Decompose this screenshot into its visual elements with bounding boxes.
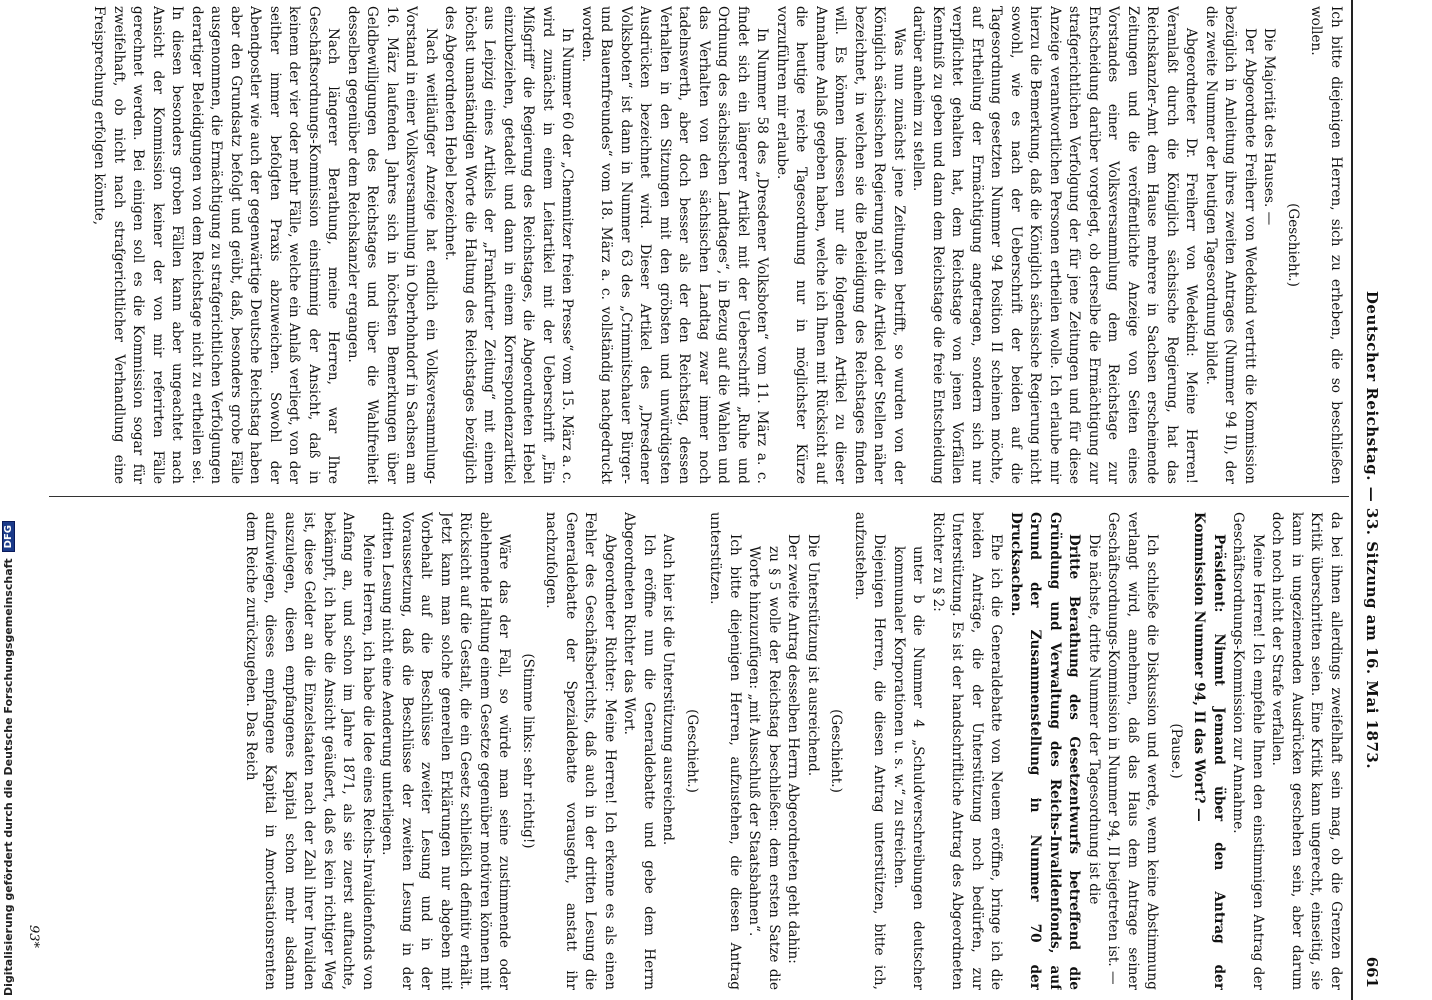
motion-text: unter b die Nummer 4 „Schuldverschreibungen deutscher kommunaler Korporationen u. s. w.“ zu streichen. bbox=[891, 546, 927, 990]
agenda-heading: Dritte Berathung des Gesetzentwurfs betreffend die Gründung und Verwaltung des Reichs-Invalidenfonds, auf Grund der Zusammenstellung in Nummer 70 der Drucksachen. bbox=[1008, 512, 1083, 990]
speech-paragraph: Abgeordneter Richter: Meine Herren! Ich erkenne es als einen Fehler des Geschäftsberichts, daß auch in der dritten Lesung die Generaldebatte der Spezialdebatte vorausgeht, anstatt ihr nachzufolgen. bbox=[543, 512, 618, 990]
interjection: (Geschieht.) bbox=[1285, 203, 1301, 287]
speech-paragraph: Abgeordneter Dr. Freiherr von Wedekind: Meine Herren! Veranlaßt durch die Königlich sächsische Regierung, hat das Reichskanzler-Amt dem Hause mehrere in Sachsen erscheinende Zeitungen und die veröffentlichte Anzeige von Seiten eines Vorstandes einer Volksversammlung dem Reichstage zur Entscheidung darüber vorgelegt, ob derselbe die Ermächtigung zur strafgerichtlichen Verfolgung der für jene Zeitungen und für diese Anzeige verantwortlichen Personen ertheilen wolle. Ich erlaube mir hierzu die Bemerkung, daß die Königlich sächsische Regierung nicht sowohl, wie es nach der Ueberschrift der beiden auf die Tagesordnung gesetzten Nummer 94 Position II scheinen möchte, auf Ertheilung der Ermächtigung angetragen, sondern sich nur verpflichtet gehalten hat, dem Reichstage von jenen Vorfällen Kenntniß zu geben und dann dem Reichstage die freie Entscheidung darüber anheim zu stellen. bbox=[910, 6, 1200, 484]
paragraph: Ich eröffne nun die Generaldebatte und gebe dem Herrn Abgeordneten Richter das Wort. bbox=[621, 512, 657, 990]
president-statement: Präsident: Nimmt Jemand über den Antrag der Kommission Nummer 94, II das Wort? — bbox=[1191, 512, 1227, 990]
interjection: (Geschieht.) bbox=[684, 709, 700, 793]
paragraph: Was nun zunächst jene Zeitungen betrifft, so wurden von der Königlich sächsischen Regierung nicht die Artikel oder Stellen näher bezeichnet, in welchen sie die Beleidigung des Reichstages finden will. Es können indessen nur die folgenden Artikel zu dieser Annahme Anlaß gegeben haben, welche ich Ihnen mit Rücksicht auf die heutige reiche Tagesordnung nur in möglichster Kürze vorzuführen mir erlaube. bbox=[774, 6, 907, 484]
paragraph: Nach längerer Berathung, meine Herren, war Ihre Geschäftsordnungs-Kommission einstimmig der Ansicht, daß in keinem der vier oder mehr Fälle, welche ein Anlaß verliegt, von der seither immer befolgten Praxis abzuweichen. Sowohl der Abendpostler wie auch der gegenwärtige Deutsche Reichstag haben aber den Grundsatz befolgt und geübt, daß, besonders grobe Fälle ausgenommen, die Ermächtigung zu strafgerichtlichen Verfolgungen derartiger Beleidigungen von dem Reichstage nicht zu ertheilen sei. In diesen besonders groben Fällen kann aber ungeachtet nach Ansicht der Kommission keiner der von mir referirten Fälle gerechnet werden. Bei einigen soll es die Kommission sogar für zweifelhaft, ob nicht nach strafgerichtlicher Verhandlung eine Freisprechung erfolgen könnte, bbox=[91, 6, 342, 484]
signature-mark: 93* bbox=[26, 925, 41, 949]
header-rule bbox=[1351, 0, 1353, 1000]
paragraph: Diejenigen Herren, die diesen Antrag unterstützen, bitte ich, aufzustehen. bbox=[852, 512, 888, 990]
paragraph: Ich bitte diejenigen Herren, sich zu erheben, die so beschließen wollen. bbox=[1308, 6, 1344, 484]
paragraph: Der zweite Antrag desselben Herrn Abgeordneten geht dahin: bbox=[785, 534, 802, 964]
paragraph: Der Abgeordnete Freiherr von Wedekind vertritt die Kommission bezüglich in Anleitung ihres zweiten Antrages (Nummer 94 II), der die zweite Nummer der heutigen Tagesordnung bildet. bbox=[1203, 6, 1258, 484]
paragraph: Ich schließe die Diskussion und werde, wenn keine Abstimmung verlangt wird, annehmen, daß das Haus dem Antrage seiner Geschäftsordnungs-Kommission in Nummer 94, II beigetreten ist. — bbox=[1105, 512, 1161, 990]
credit-text: Digitalisierung gefördert durch die Deutsche Forschungsgemeinschaft bbox=[2, 558, 15, 996]
paragraph: Meine Herren! Ich empfehle Ihnen den einstimmigen Antrag der Geschäftsordnungs-Kommission zur Annahme. bbox=[1230, 512, 1266, 990]
interjection: (Geschieht.) bbox=[828, 709, 845, 793]
interjection: (Stimme links: sehr richtig!) bbox=[520, 653, 536, 849]
paragraph: Die nächste, dritte Nummer der Tagesordnung ist die bbox=[1086, 534, 1102, 905]
motion-text: zu § 5 wolle der Reichstag beschließen: dem ersten Satze die Worte hinzuzufügen: „mit Ausschluß der Staatsbahnen“. bbox=[746, 546, 782, 990]
paragraph: Meine Herren, ich habe die Idee eines Reichs-Invalidenfonds von Anfang an, und schon im Jahre 1871, als sie zuerst auftauchte, bekämpft, ich habe die Ansicht geäußert, daß es kein richtiger Weg ist, diese Gelder an die Einzelstaaten nach der Zahl ihrer Invaliden auszulegen, diesen empfangenes Kapital schon mehr alsdann aufzuwiegen, dieses empfangene Kapital in Amortisationsrenten dem Reiche zurückzugeben. Das Reich bbox=[243, 512, 376, 990]
page-number: 661 bbox=[1363, 956, 1381, 988]
paragraph: Auch hier ist die Unterstützung ausreichend. bbox=[660, 534, 677, 846]
running-title: Deutscher Reichstag. — 33. Sitzung am 16. Mai 1873. bbox=[1363, 290, 1381, 770]
interjection: (Pause.) bbox=[1168, 723, 1184, 779]
paragraph: Ehe ich die Generaldebatte von Neuem eröffne, bringe ich die beiden Anträge, die der Unterstützung noch bedürfen, zur Unterstützung. Es ist der handschriftliche Antrag des Abgeordneten Richter zu § 2: bbox=[930, 512, 1005, 990]
paragraph: Ich bitte diejenigen Herren, aufzustehen, die diesen Antrag unterstützen. bbox=[707, 512, 743, 990]
right-column bbox=[45, 512, 1345, 990]
paragraph: In Nummer 60 der „Chemnitzer freien Presse“ vom 15. März a. c. wird zunächst in einem Leitartikel mit der Ueberschrift „Ein Mißgriff“ die Regierung des Reichstages, die Abgeordneten Hebel einzubeziehen, getadelt und dann in einem Korrespondenzartikel aus Leipzig eines Artikels der „Frankfurter Zeitung“ mit einem höchst unanständigen Worte die Haltung des Reichstages bezüglich des Abgeordneten Hebel bezeichnet. bbox=[442, 6, 576, 484]
paragraph: Die Majorität des Hauses. — bbox=[1261, 28, 1278, 226]
paragraph: Nach weitläufiger Anzeige hat endlich ein Volksversammlung-Vorstand in einer Volksversammlung in Oberhohndorf in Sachsen am 16. März laufenden Jahres sich in höchsten Bemerkungen über Geldbewilligungen des Reichstages und über die Wahlfreiheit desselben gegenüber dem Reichskanzler ergangen. bbox=[345, 6, 439, 484]
left-column bbox=[45, 6, 1345, 484]
paragraph: Die Unterstützung ist ausreichend. bbox=[805, 534, 821, 777]
dfg-logo: DFG bbox=[2, 521, 15, 552]
page-header bbox=[1353, 0, 1381, 1000]
column-divider bbox=[49, 496, 1349, 497]
paragraph: da bei ihnen allerdings zweifelhaft sein mag, ob die Grenzen der Kritik überschritten seien. Eine Kritik kann ungerecht, einseitig, sie kann in ungeziemenden Ausdrücken geschehen sein, aber darum doch noch nicht der Strafe verfallen. bbox=[1269, 512, 1344, 990]
paragraph: Wäre das der Fall, so würde man seine zustimmende oder ablehnende Haltung einem Gesetze gegenüber motiviren können mit Rücksicht auf die Gestalt, die ein Gesetz schließlich definitiv erhält. Jetzt kann man solche generellen Erklärungen nur abgeben mit Vorbehalt auf die Beschlüsse zweiter Lesung und in der Voraussetzung, daß die Beschlüsse der zweiten Lesung in der dritten Lesung nicht eine Aenderung unterliegen. bbox=[379, 512, 513, 990]
paragraph: In Nummer 58 des „Dresdener Volksboten“ vom 11. März a. c. findet sich ein längerer Artikel mit der Ueberschrift „Ruhe und Ordnung des sächsischen Landtages“, in Bezug auf die Wahlen und das Verhalten von den sächsischen Landtag zwar immer noch tadelnswerth, aber doch besser als der den Reichstag, dessen Verhalten in den Sitzungen mit den gröbsten und unwürdigsten Ausdrücken bezeichnet wird. Dieser Artikel des „Dresdener Volksboten“ ist dann in Nummer 63 des „Crimmitschauer Bürger- und Bauernfreundes“ vom 18. März a. c. vollständig nachgedruckt worden. bbox=[579, 6, 771, 484]
